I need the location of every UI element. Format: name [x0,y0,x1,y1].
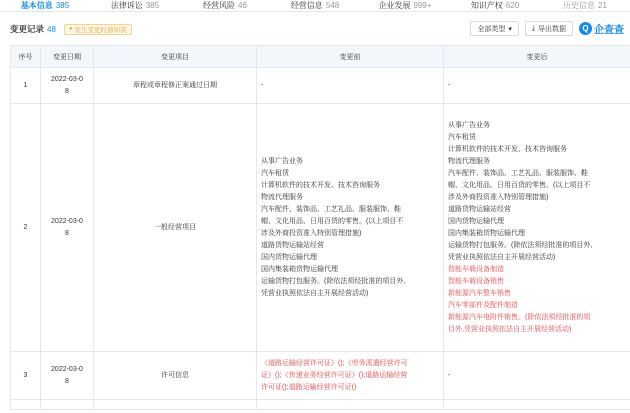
text-line: 国内集装箱货物运输代理 [261,265,338,273]
change-record-table [10,45,630,410]
notify-toggle[interactable] [64,24,132,35]
row-index: 1 [11,68,41,104]
text-line: 帽、文化用品、日用百货的零售。(以上项目不 [261,217,404,225]
tab-5[interactable] [450,0,540,11]
row-before [257,104,444,352]
text-line: 运输货物打包服务。(除依法须经批准的项目外, [261,277,406,285]
tab-count: 620 [505,1,520,10]
type-filter-label: 全部类型 [477,25,506,33]
text-line: 目外,凭营业执照依法自主开展经营活动) [448,325,572,333]
tab-0[interactable] [0,0,90,11]
tab-label: 经营信息 [290,1,323,10]
logo-mark-icon: Q [579,22,592,35]
header-before: 变更前 [257,46,444,68]
text-line: 从事广告业务 [261,157,303,165]
tab-1[interactable] [90,0,180,11]
tab-label: 法律诉讼 [110,1,143,10]
table-row [11,104,630,352]
row-date [41,104,94,352]
text-line: 8 [65,377,69,385]
text-line: 证》();《快递业务经营许可证》();道路运输经营 [261,371,408,379]
table-row [11,400,630,410]
type-filter-select[interactable] [470,21,519,36]
text-line: 计算机软件的技术开发、技术咨询服务 [261,181,380,189]
row-index [11,400,41,410]
tab-count: 46 [238,1,247,10]
text-line: 智能车载设备销售 [448,277,504,285]
text-line: - [261,81,264,89]
row-date [41,400,94,410]
text-line: 凭营业执照依法自主开展经营活动) [261,289,369,297]
text-line: 道路货物运输站经营 [261,241,324,249]
tab-2[interactable] [180,0,270,11]
tab-count: 385 [55,1,70,10]
tab-label: 企业发展 [378,1,411,10]
top-nav [0,0,630,12]
row-item: 一般经营项目 [94,104,257,352]
tab-label: 基本信息 [20,1,53,10]
text-line: 许可证();道路运输经营许可证() [261,383,357,391]
export-button[interactable] [525,21,573,36]
text-line: 物流代理服务 [448,157,490,165]
tab-label: 知识产权 [470,1,503,10]
row-before [257,400,444,410]
text-line: 智能车载设备制造 [448,265,504,273]
text-line: 涉及外商投资准入特别管理措施) [448,193,549,201]
text-line: 新能源汽车电附件销售。(除依法须经批准的项 [448,313,591,321]
header-date: 变更日期 [41,46,94,68]
text-line: 从事广告业务 [448,121,490,129]
text-line: 道路货物运输站经营 [448,205,511,213]
header-after: 变更后 [444,46,630,68]
text-line: 国内集装箱货物运输代理 [448,229,525,237]
section-header [0,17,630,41]
text-line: 汽车租赁 [448,133,476,141]
section-count: 48 [47,24,56,34]
row-before [257,352,444,400]
section-title: 变更记录 [10,24,45,34]
row-before [257,68,444,104]
text-line: 国内货物运输代理 [448,217,504,225]
text-line: 2022-03-0 [51,75,83,83]
text-line: - [448,81,451,89]
row-after [444,352,630,400]
text-line: 《道路运输经营许可证》();《劳务派遣经营许可 [261,359,408,367]
row-after [444,68,630,104]
tab-label: 历史信息 [563,1,596,10]
text-line: - [448,371,451,379]
text-line: 凭营业执照依法自主开展经营活动) [448,253,556,261]
notify-label: 发生变更时通知我 [74,26,127,34]
tab-label: 经营风险 [203,1,236,10]
text-line: 涉及外商投资准入特别管理措施) [261,229,362,237]
header-item: 变更项目 [94,46,257,68]
text-line: 帽、文化用品、日用百货的零售。(以上项目不 [448,181,591,189]
table-row [11,68,630,104]
logo-text: 企查查 [594,25,624,36]
row-item [94,400,257,410]
text-line: 汽车零部件及配件制造 [448,301,518,309]
row-date [41,68,94,104]
text-line: 国内货物运输代理 [261,253,317,261]
export-label: 导出数据 [538,25,566,33]
table-header-row [11,46,630,68]
tab-count: 548 [325,1,340,10]
table-row [11,352,630,400]
text-line: 8 [65,87,69,95]
row-index: 3 [11,352,41,400]
text-line: 汽车配件、装饰品、工艺礼品、服装服饰、鞋 [448,169,588,177]
chevron-down-icon: ▾ [508,25,512,33]
row-item: 章程或章程修正案通过日期 [94,68,257,104]
text-line: 新能源汽车整车销售 [448,289,511,297]
tab-count: 385 [145,1,160,10]
row-item: 许可信息 [94,352,257,400]
qichacha-logo [579,21,624,36]
text-line: 8 [65,229,69,237]
tab-count: 21 [598,1,607,10]
text-line: 2022-03-0 [51,217,83,225]
export-icon: ⤓ [531,24,535,32]
row-index: 2 [11,104,41,352]
text-line: 汽车租赁 [261,169,289,177]
text-line: 运输货物打包服务。(除依法须经批准的项目外, [448,241,593,249]
text-line: 物流代理服务 [261,193,303,201]
row-date [41,352,94,400]
text-line: 汽车配件、装饰品、工艺礼品、服装服饰、鞋 [261,205,401,213]
text-line: 计算机软件的技术开发、技术咨询服务 [448,145,567,153]
text-line: 2022-03-0 [51,365,83,373]
row-after [444,400,630,410]
tab-6[interactable] [540,0,630,11]
row-after [444,104,630,352]
header-index: 序号 [11,46,41,68]
bell-icon: ● [68,26,73,32]
tab-4[interactable] [360,0,450,11]
tab-3[interactable] [270,0,360,11]
tab-count: 999+ [413,1,432,10]
